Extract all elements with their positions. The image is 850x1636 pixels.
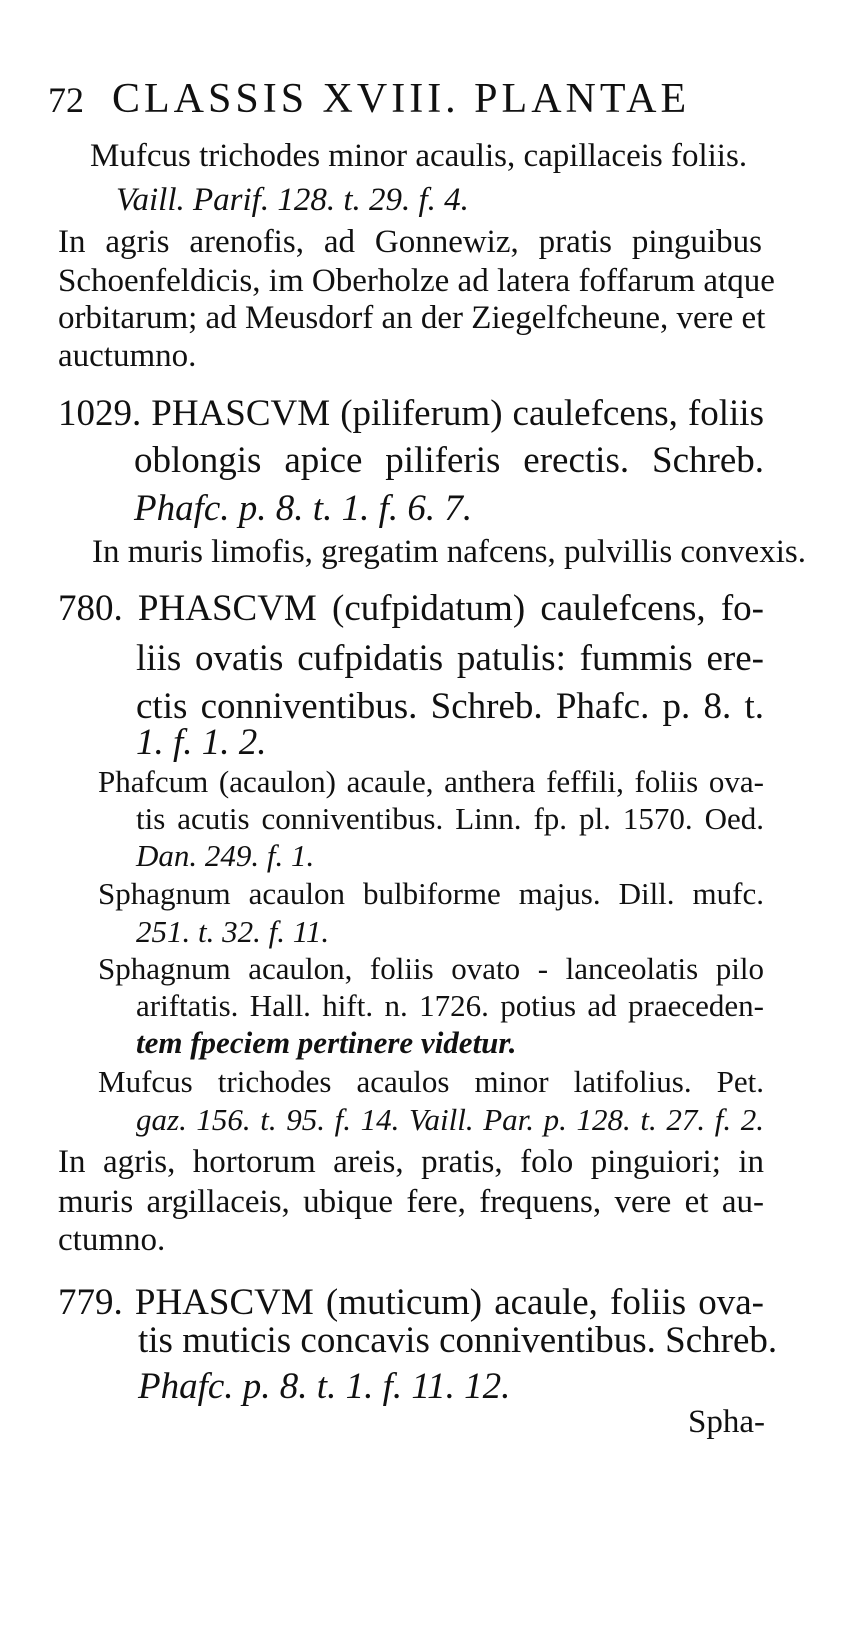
page-number: 72 xyxy=(48,80,84,120)
synonym-line-1: Phafcum (acaulon) acaule, anthera feffili, foliis ova- xyxy=(98,764,764,799)
entry-779-line-3: Phafc. p. 8. t. 1. f. 11. 12. xyxy=(138,1366,511,1407)
catchword: Spha- xyxy=(688,1404,765,1440)
intro-line-2: Vaill. Parif. 128. t. 29. f. 4. xyxy=(116,182,469,218)
entry-780-line-2: liis ovatis cufpidatis patulis: fummis ere- xyxy=(136,638,764,679)
synonym-line-6: Sphagnum acaulon, foliis ovato - lanceolatis pilo xyxy=(98,951,764,986)
entry-779-line-1: 779. PHASCVM (muticum) acaule, foliis ova- xyxy=(58,1282,764,1323)
synonym-line-3: Dan. 249. f. 1. xyxy=(136,838,315,873)
entry-1029-line-3: Phafc. p. 8. t. 1. f. 6. 7. xyxy=(134,488,473,529)
synonym-line-2: tis acutis conniventibus. Linn. fp. pl. 1570. Oed. xyxy=(136,801,764,836)
synonym-line-4: Sphagnum acaulon bulbiforme majus. Dill. mufc. xyxy=(98,876,764,911)
page-header xyxy=(48,75,690,123)
synonym-line-10: gaz. 156. t. 95. f. 14. Vaill. Par. p. 128. t. 27. f. 2. xyxy=(136,1102,764,1137)
entry-779-line-2: tis muticis concavis conniventibus. Schreb. xyxy=(138,1320,778,1361)
intro-line-3: In agris arenofis, ad Gonnewiz, pratis pinguibus xyxy=(58,224,762,260)
intro-line-4: Schoenfeldicis, im Oberholze ad latera foffarum atque xyxy=(58,263,775,299)
entry-1029-habitat: In muris limofis, gregatim nafcens, pulvillis convexis. xyxy=(92,534,806,570)
intro-line-6: auctumno. xyxy=(58,338,197,374)
entry-780-line-1: 780. PHASCVM (cufpidatum) caulefcens, fo- xyxy=(58,588,764,629)
entry-780-line-3: ctis conniventibus. Schreb. Phafc. p. 8. t. xyxy=(136,686,764,727)
synonym-line-9: Mufcus trichodes acaulos minor latifolius. Pet. xyxy=(98,1064,764,1099)
intro-line-5: orbitarum; ad Meusdorf an der Ziegelfcheune, vere et xyxy=(58,300,766,336)
synonym-line-7: ariftatis. Hall. hift. n. 1726. potius ad praeceden- xyxy=(136,988,764,1023)
entry-780-habitat-2: muris argillaceis, ubique fere, frequens, vere et au- xyxy=(58,1184,764,1220)
entry-780-line-4: 1. f. 1. 2. xyxy=(136,722,267,763)
synonym-line-8: tem fpeciem pertinere videtur. xyxy=(136,1025,517,1060)
running-title: CLASSIS XVIII. PLANTAE xyxy=(112,76,691,122)
synonym-line-5: 251. t. 32. f. 11. xyxy=(136,914,330,949)
intro-line-1: Mufcus trichodes minor acaulis, capillaceis foliis. xyxy=(90,138,748,174)
entry-1029-line-2: oblongis apice piliferis erectis. Schreb. xyxy=(134,440,764,481)
entry-1029-line-1: 1029. PHASCVM (piliferum) caulefcens, foliis xyxy=(58,393,764,434)
entry-780-habitat-3: ctumno. xyxy=(58,1222,166,1258)
entry-780-habitat-1: In agris, hortorum areis, pratis, folo pinguiori; in xyxy=(58,1144,764,1180)
